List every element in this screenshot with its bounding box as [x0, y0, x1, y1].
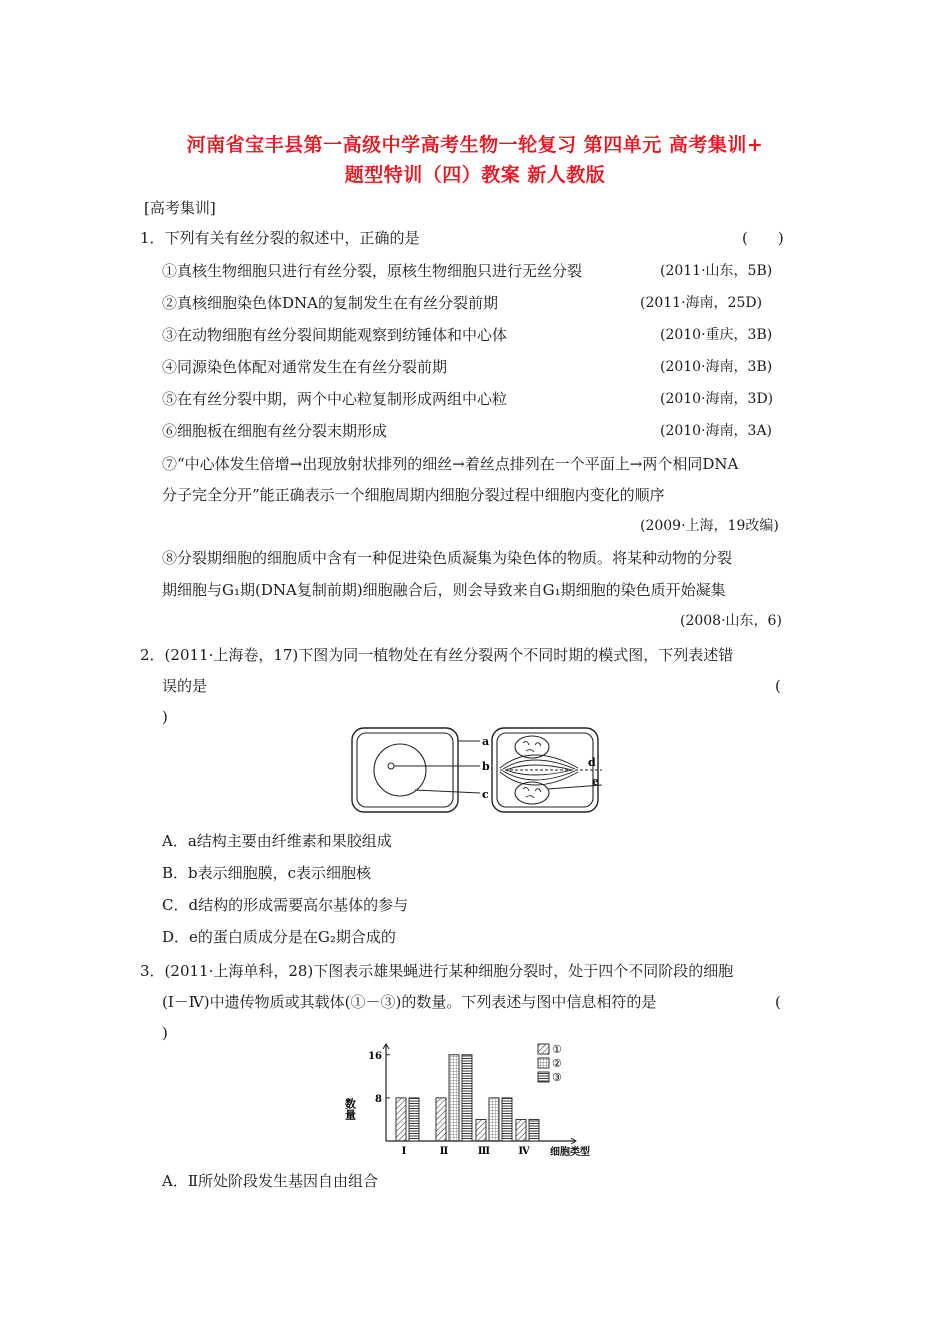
q1-item-3: ③在动物细胞有丝分裂间期能观察到纺锤体和中心体	[162, 326, 508, 344]
q2-option-c: C．d结构的形成需要高尔基体的参与	[162, 896, 409, 914]
x-axis-label: 细胞类型	[550, 1147, 590, 1158]
legend-swatch	[538, 1072, 549, 1082]
y-tick-label: 8	[375, 1093, 382, 1105]
q1-item-7-line2: 分子完全分开”能正确表示一个细胞周期内细胞分裂过程中细胞内变化的顺序	[162, 486, 665, 504]
telophase-cell-drawing	[492, 728, 602, 812]
interphase-cell-drawing	[352, 728, 480, 812]
legend-swatch	[538, 1058, 549, 1068]
q1-item-8-line1: ⑧分裂期细胞的细胞质中含有一种促进染色质凝集为染色体的物质。将某种动物的分裂	[162, 549, 733, 567]
bar-3-2	[462, 1055, 472, 1141]
legend-label: ③	[552, 1071, 562, 1084]
q1-item-4-source: (2010·海南，3B)	[660, 359, 773, 375]
plant-cell-mitosis-figure	[340, 725, 610, 815]
q3-option-a: A．Ⅱ所处阶段发生基因自由组合	[162, 1172, 379, 1190]
q1-item-1-source: (2011·山东，5B)	[660, 263, 773, 279]
q1-answer-bracket: ( )	[742, 229, 784, 247]
q2-option-d: D．e的蛋白质成分是在G₂期合成的	[162, 928, 396, 946]
q2-stem-line1: 2．(2011·上海卷，17)下图为同一植物处在有丝分裂两个不同时期的模式图，下列表述错	[140, 646, 734, 664]
q1-item-8-source: (2008·山东，6)	[680, 613, 782, 629]
q1-item-4: ④同源染色体配对通常发生在有丝分裂前期	[162, 358, 448, 376]
q1-item-7-source: (2009·上海，19改编)	[640, 518, 779, 534]
bar-1-3	[476, 1119, 486, 1141]
q1-item-5: ⑤在有丝分裂中期，两个中心粒复制形成两组中心粒	[162, 390, 508, 408]
q3-stem-line2: (Ⅰ－Ⅳ)中遗传物质或其载体(①－③)的数量。下列表述与图中信息相符的是	[162, 993, 657, 1011]
bar-1-2	[436, 1098, 446, 1141]
x-tick-label: Ⅱ	[439, 1146, 449, 1157]
q3-bracket-open: (	[775, 993, 781, 1011]
bar-3-3	[502, 1098, 512, 1141]
legend-swatch	[538, 1044, 549, 1054]
q2-option-a: A．a结构主要由纤维素和果胶组成	[162, 832, 392, 850]
bar-3-1	[409, 1098, 419, 1141]
x-tick-label: Ⅲ	[477, 1146, 491, 1157]
q1-item-2: ②真核细胞染色体DNA的复制发生在有丝分裂前期	[162, 294, 498, 312]
label-a: a	[482, 735, 490, 748]
q1-item-6-source: (2010·海南，3A)	[660, 423, 773, 439]
label-d: d	[588, 756, 596, 769]
x-tick-label: Ⅳ	[518, 1146, 530, 1157]
bar-1-1	[396, 1098, 406, 1141]
q1-item-6: ⑥细胞板在细胞有丝分裂末期形成	[162, 422, 388, 440]
bar-2-2	[449, 1055, 459, 1141]
cell-stage-bar-chart	[343, 1038, 608, 1160]
q2-bracket-close: )	[162, 708, 168, 726]
q3-stem-line1: 3．(2011·上海单科，28)下图表示雄果蝇进行某种细胞分裂时，处于四个不同阶段的细胞	[140, 962, 734, 980]
section-heading: [高考集训]	[144, 199, 216, 217]
y-tick-label: 16	[368, 1050, 382, 1062]
label-c: c	[482, 788, 489, 801]
q1-item-5-source: (2010·海南，3D)	[660, 391, 774, 407]
document-title-line2: 题型特训（四）教案 新人教版	[344, 164, 606, 186]
q1-item-2-source: (2011·海南，25D)	[640, 295, 763, 311]
q1-item-1: ①真核生物细胞只进行有丝分裂，原核生物细胞只进行无丝分裂	[162, 262, 583, 280]
q1-item-3-source: (2010·重庆，3B)	[660, 327, 773, 343]
document-title-line1: 河南省宝丰县第一高级中学高考生物一轮复习 第四单元 高考集训+	[186, 134, 764, 156]
legend-label: ①	[552, 1043, 562, 1056]
q1-item-8-line2: 期细胞与G₁期(DNA复制前期)细胞融合后，则会导致来自G₁期细胞的染色质开始凝集	[162, 581, 726, 599]
label-b: b	[482, 760, 490, 773]
y-axis-label: 数量	[343, 1098, 357, 1120]
bar-2-3	[489, 1098, 499, 1141]
legend-label: ②	[552, 1057, 562, 1070]
x-tick-label: Ⅰ	[401, 1146, 407, 1157]
q1-item-7-line1: ⑦“中心体发生倍增→出现放射状排列的细丝→着丝点排列在一个平面上→两个相同DNA	[162, 455, 739, 473]
q2-stem-line2: 误的是	[162, 677, 208, 695]
q1-stem: 1．下列有关有丝分裂的叙述中，正确的是	[140, 229, 420, 247]
bar-1-4	[516, 1119, 526, 1141]
q3-bracket-close: )	[162, 1024, 168, 1042]
q2-option-b: B．b表示细胞膜，c表示细胞核	[162, 864, 372, 882]
label-e: e	[592, 775, 599, 788]
bar-3-4	[529, 1119, 539, 1141]
q2-bracket-open: (	[775, 677, 781, 695]
